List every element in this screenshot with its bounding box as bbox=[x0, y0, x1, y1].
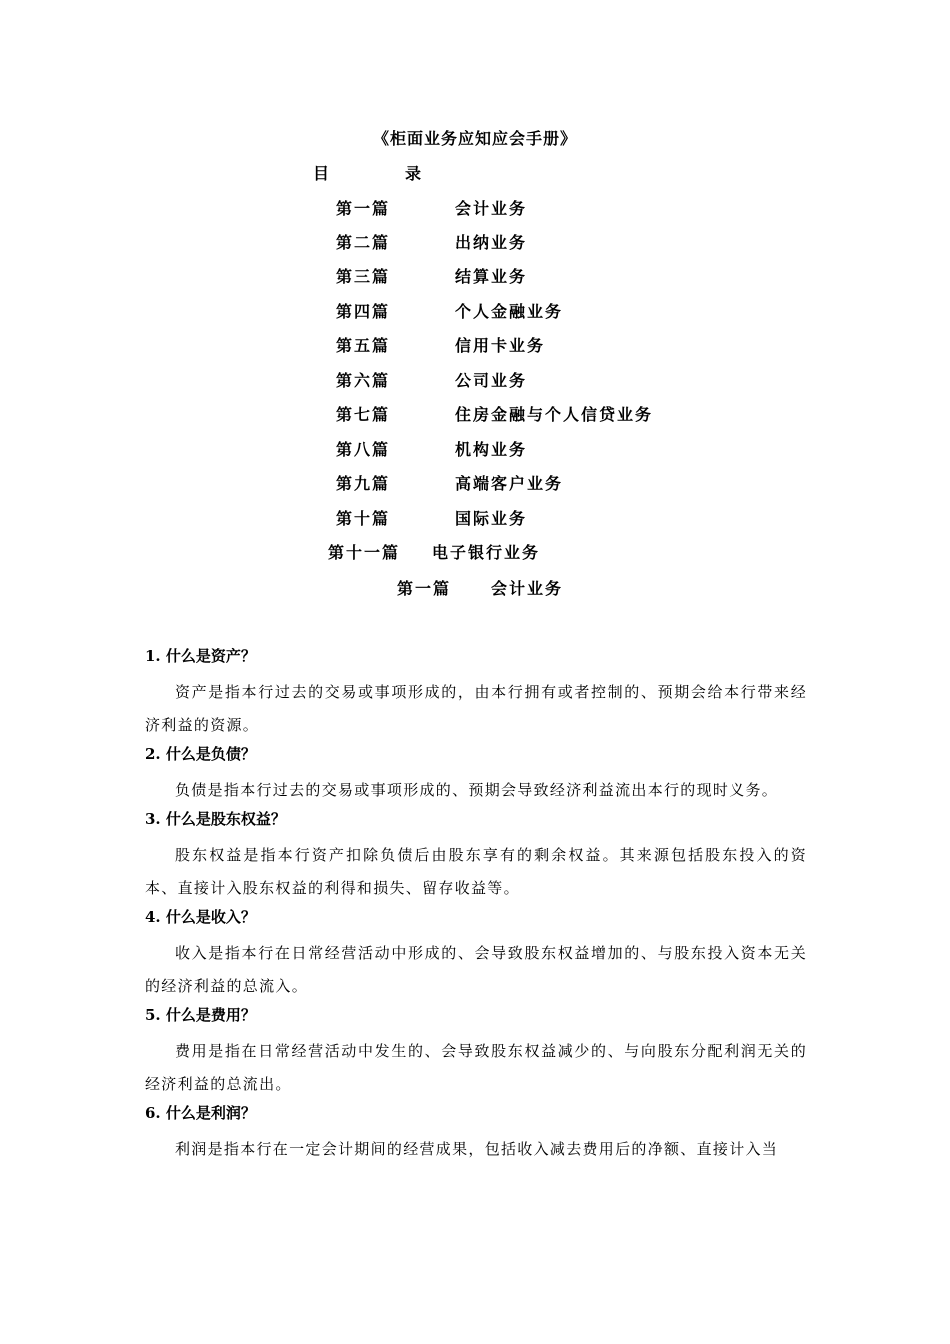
qa-item bbox=[145, 808, 807, 905]
document-title: 《柜面业务应知应会手册》 bbox=[372, 129, 577, 148]
toc-entry-number: 第三篇 bbox=[336, 267, 391, 286]
answer: 负债是指本行过去的交易或事项形成的、预期会导致经济利益流出本行的现时义务。 bbox=[175, 781, 779, 799]
toc-entry-number: 第五篇 bbox=[336, 336, 391, 355]
question: 2. 什么是负债？ bbox=[145, 745, 256, 763]
qa-item bbox=[145, 1102, 807, 1166]
answer: 利润是指本行在一定会计期间的经营成果，包括收入减去费用后的净额、直接计入当 bbox=[175, 1140, 779, 1158]
question: 1. 什么是资产？ bbox=[145, 647, 256, 665]
toc-entry-number: 第二篇 bbox=[336, 233, 391, 252]
qa-item bbox=[145, 1004, 807, 1101]
toc-entry-number: 第七篇 bbox=[336, 405, 391, 424]
toc-entry-title: 高端客户业务 bbox=[455, 474, 564, 493]
toc-entry-title: 住房金融与个人信贷业务 bbox=[455, 405, 654, 424]
answer: 收入是指本行在日常经营活动中形成的、会导致股东权益增加的、与股东投入资本无关的经济利益的总流入。 bbox=[145, 944, 807, 995]
section-title: 会计业务 bbox=[491, 579, 564, 598]
toc-entry-title: 出纳业务 bbox=[455, 233, 528, 252]
toc-heading: 目 录 bbox=[313, 164, 452, 183]
question: 6. 什么是利润？ bbox=[145, 1104, 256, 1122]
question: 5. 什么是费用？ bbox=[145, 1006, 256, 1024]
qa-item bbox=[145, 906, 807, 1003]
toc-entry-title: 国际业务 bbox=[455, 509, 528, 528]
toc-entry-number: 第一篇 bbox=[336, 199, 391, 218]
section-number: 第一篇 bbox=[397, 579, 452, 598]
toc-entry-title: 公司业务 bbox=[455, 371, 528, 390]
question: 4. 什么是收入？ bbox=[145, 908, 256, 926]
answer: 资产是指本行过去的交易或事项形成的，由本行拥有或者控制的、预期会给本行带来经济利益的资源。 bbox=[145, 683, 807, 734]
toc-entry-number: 第六篇 bbox=[336, 371, 391, 390]
qa-item bbox=[145, 645, 807, 742]
answer: 股东权益是指本行资产扣除负债后由股东享有的剩余权益。其来源包括股东投入的资本、直接计入股东权益的利得和损失、留存收益等。 bbox=[145, 846, 807, 897]
toc-entry-title: 个人金融业务 bbox=[455, 302, 564, 321]
toc-entry-title: 信用卡业务 bbox=[455, 336, 546, 355]
qa-list bbox=[145, 645, 807, 1167]
toc-entry-number: 第十篇 bbox=[336, 509, 391, 528]
toc-entry-title: 会计业务 bbox=[455, 199, 528, 218]
section-heading bbox=[397, 576, 563, 599]
toc-entry-title: 机构业务 bbox=[455, 440, 528, 459]
toc-entry-title: 结算业务 bbox=[455, 267, 528, 286]
toc-entry-number: 第九篇 bbox=[336, 474, 391, 493]
toc-entry-number: 第八篇 bbox=[336, 440, 391, 459]
question: 3. 什么是股东权益？ bbox=[145, 810, 286, 828]
qa-item bbox=[145, 743, 807, 807]
toc-entry-number: 第四篇 bbox=[336, 302, 391, 321]
answer: 费用是指在日常经营活动中发生的、会导致股东权益减少的、与向股东分配利润无关的经济利益的总流出。 bbox=[145, 1042, 807, 1093]
toc-entry-title: 电子银行业务 bbox=[432, 543, 541, 562]
toc-entry-number: 第十一篇 bbox=[328, 543, 401, 562]
